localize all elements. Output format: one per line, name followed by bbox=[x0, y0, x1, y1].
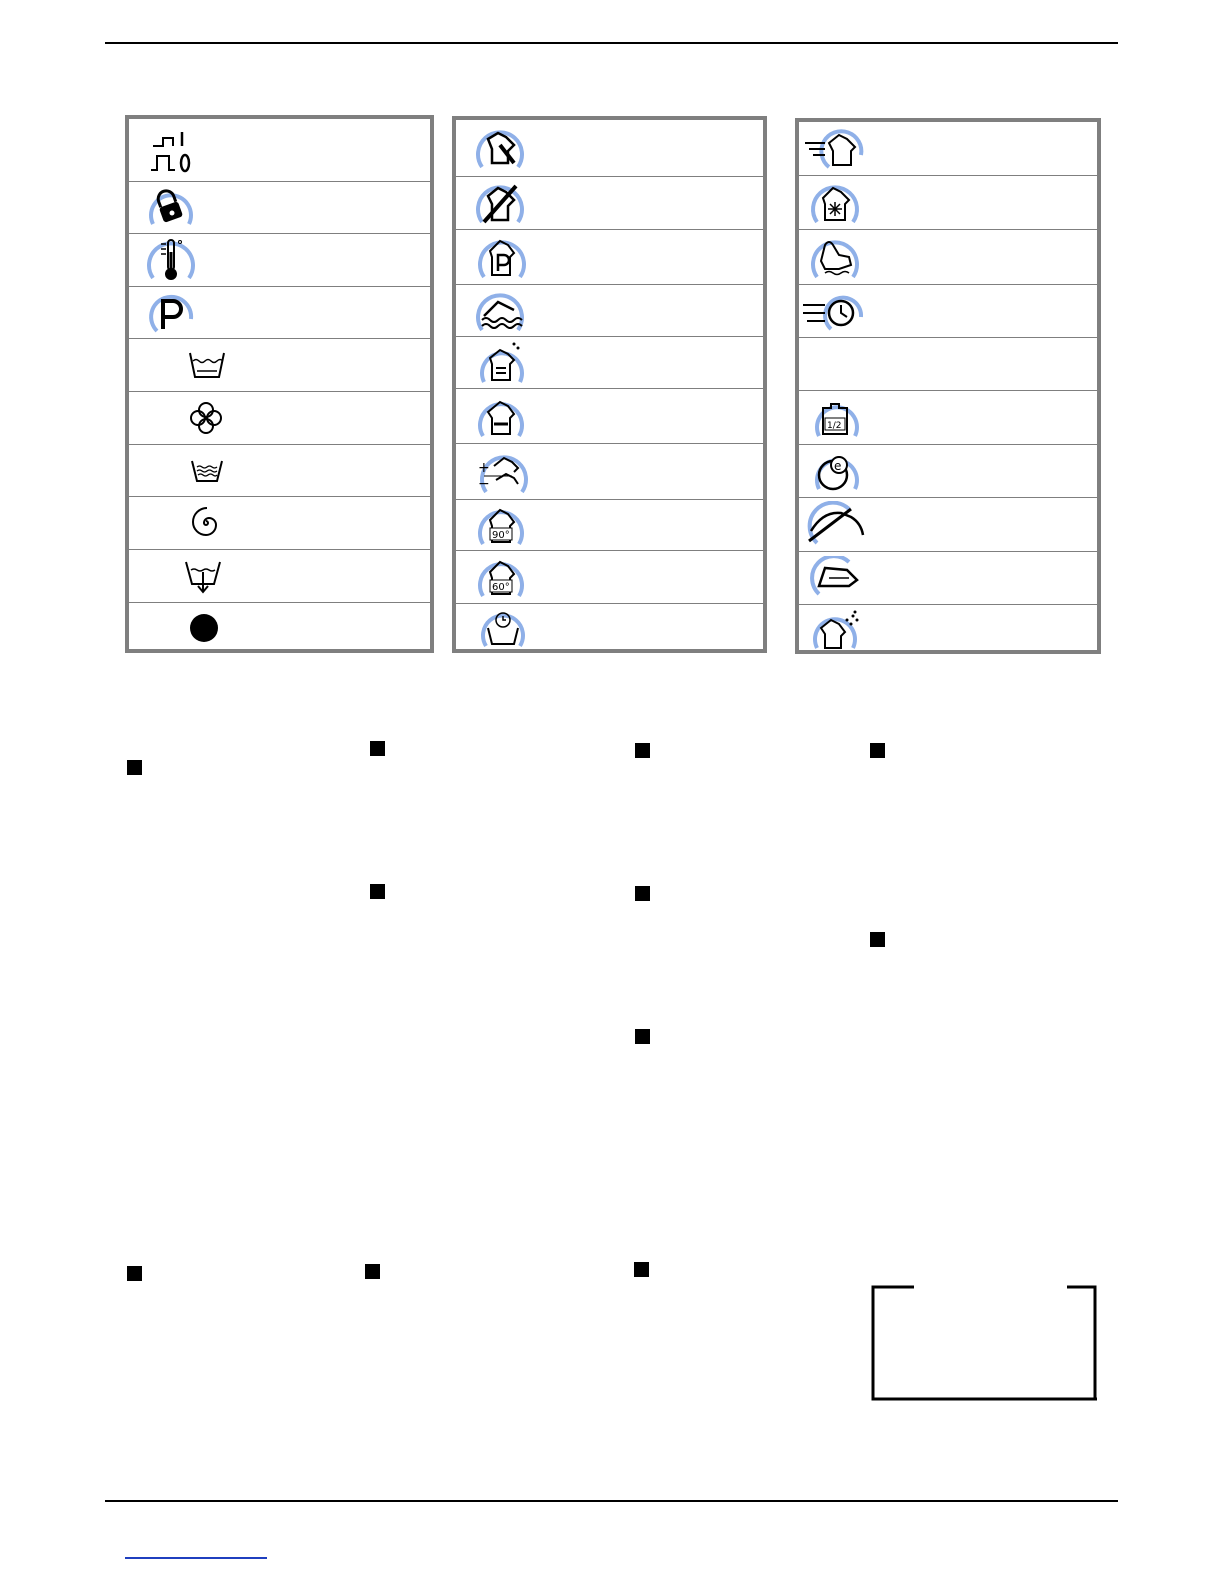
table-row bbox=[129, 550, 430, 603]
table-row bbox=[456, 177, 763, 230]
table-row bbox=[799, 338, 1097, 391]
spin-icon bbox=[189, 506, 223, 540]
table-row bbox=[799, 605, 1097, 654]
bullet-marker bbox=[365, 1264, 380, 1279]
half-load-icon bbox=[809, 394, 865, 442]
stain-icon bbox=[474, 338, 530, 388]
mix-icon bbox=[472, 390, 530, 442]
quick-wash-icon bbox=[803, 125, 867, 173]
header-rule bbox=[105, 42, 1118, 44]
footer-link-underline[interactable] bbox=[125, 1557, 267, 1559]
bullet-marker bbox=[127, 760, 142, 775]
cottons-icon bbox=[470, 123, 530, 173]
bullet-marker bbox=[870, 743, 885, 758]
child-lock-icon bbox=[143, 184, 199, 232]
table-row bbox=[799, 445, 1097, 498]
eco-icon bbox=[809, 447, 865, 495]
hot-90-icon bbox=[472, 500, 530, 550]
filled-dot-icon bbox=[189, 613, 219, 643]
table-row bbox=[129, 119, 430, 182]
footer-rule bbox=[105, 1500, 1118, 1502]
table-row bbox=[456, 337, 763, 389]
table-row bbox=[456, 230, 763, 285]
quick-timer-icon bbox=[801, 287, 867, 335]
table-row bbox=[129, 392, 430, 445]
table-row bbox=[799, 552, 1097, 605]
bracket-frame bbox=[871, 1285, 1099, 1401]
on-off-icon bbox=[149, 126, 199, 174]
cold-wash-icon bbox=[805, 178, 865, 228]
program-icon bbox=[141, 289, 197, 337]
no-iron-icon bbox=[470, 178, 530, 228]
rinse-icon bbox=[189, 457, 225, 485]
bullet-marker bbox=[370, 741, 385, 756]
table-row bbox=[456, 551, 763, 604]
table-row bbox=[129, 182, 430, 234]
bullet-marker bbox=[635, 886, 650, 901]
table-row bbox=[799, 176, 1097, 230]
function-symbols-table bbox=[795, 118, 1101, 654]
table-row bbox=[456, 604, 763, 653]
bullet-marker bbox=[634, 1262, 649, 1277]
table-row bbox=[129, 339, 430, 392]
svg-text:1/2: 1/2 bbox=[827, 420, 842, 431]
plus-minus-icon bbox=[472, 446, 532, 498]
table-row bbox=[799, 498, 1097, 552]
program-symbols-table bbox=[452, 116, 767, 653]
table-row bbox=[456, 285, 763, 337]
svg-text:e: e bbox=[834, 459, 842, 473]
table-row bbox=[129, 603, 430, 653]
bullet-marker bbox=[635, 1029, 650, 1044]
table-row bbox=[129, 497, 430, 550]
table-row bbox=[799, 391, 1097, 445]
bullet-marker bbox=[870, 932, 885, 947]
bullet-marker bbox=[370, 884, 385, 899]
drain-icon bbox=[183, 558, 223, 594]
table-row bbox=[799, 122, 1097, 176]
hand-wash-icon bbox=[805, 231, 865, 283]
table-row bbox=[799, 285, 1097, 338]
table-row bbox=[456, 389, 763, 444]
fragrance-icon bbox=[807, 606, 867, 654]
bullet-marker bbox=[127, 1266, 142, 1281]
table-row bbox=[456, 444, 763, 500]
table-row bbox=[129, 234, 430, 287]
svg-text:−: − bbox=[478, 475, 490, 492]
table-row bbox=[456, 500, 763, 551]
indicator-symbols-table bbox=[125, 115, 434, 653]
flower-icon bbox=[189, 401, 223, 435]
svg-text:90°: 90° bbox=[492, 530, 510, 541]
eco-60-icon bbox=[472, 552, 530, 602]
svg-text:+: + bbox=[478, 459, 490, 476]
bullet-marker bbox=[635, 743, 650, 758]
table-row bbox=[456, 120, 763, 177]
table-row bbox=[129, 445, 430, 497]
table-row bbox=[799, 230, 1097, 285]
iron-icon bbox=[809, 556, 865, 600]
delay-timer-icon bbox=[476, 606, 530, 652]
program-p-icon bbox=[472, 231, 532, 283]
svg-text:60°: 60° bbox=[492, 582, 510, 593]
table-row bbox=[129, 287, 430, 339]
bath-wash-icon bbox=[470, 286, 530, 336]
no-iron-crossed-icon bbox=[803, 501, 867, 549]
temperature-icon bbox=[143, 234, 199, 286]
wash-tub-icon bbox=[187, 349, 227, 381]
